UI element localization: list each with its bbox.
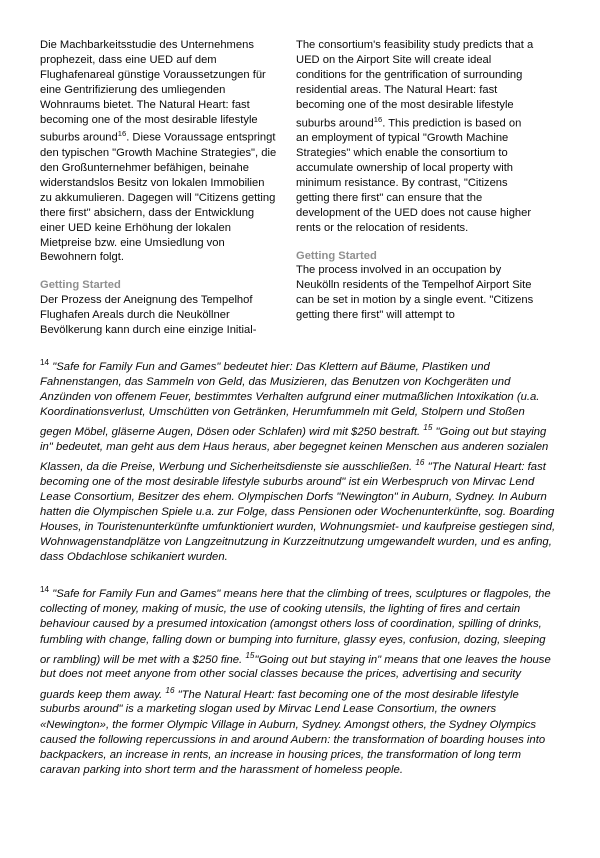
footnote-marker-16-de: 16 <box>415 458 425 468</box>
heading-getting-started-de: Getting Started <box>40 279 121 292</box>
paragraph-german-1 <box>40 38 278 265</box>
footnote-marker-15-en: 15 <box>245 650 255 660</box>
footnote-marker-14-de: 14 <box>40 357 50 367</box>
footnote-15-en-text: "Going out but staying in" means that one leaves the house but does not meet anyone from other social classes because the prices, advertising and security guards keep them away. <box>40 653 551 701</box>
paragraph-german-1-text: Die Machbarkeitsstudie des Unternehmens prophezeit, dass eine UED auf dem Flughafenareal günstige Voraussetzungen für eine Gentrifizierung des umliegenden Wohnraums bietet. The Natural Heart: fast becoming one of the most desirable lifestyle suburbs around <box>40 39 266 145</box>
paragraph-german-2: Der Prozess der Aneignung des Tempelhof Flughafen Areals durch die Neuköllner Bevölkerung kann durch eine einzige Initial- <box>40 294 257 337</box>
footnote-marker-14-en: 14 <box>40 585 50 595</box>
footnote-ref-16-en: 16 <box>373 114 383 124</box>
paragraph-english-2: The process involved in an occupation by Neukölln residents of the Tempelhof Airport Site can be set in motion by a single event. "Citizens getting there first" will attempt to <box>296 264 534 322</box>
footnote-marker-15-de: 15 <box>423 423 433 433</box>
paragraph-german-1-continued: . Diese Voraussage entspringt den typischen "Growth Machine Strategies", die den Großunternehmer befähigen, beinahe widerstandslos Besitz von lokalen Immobilien zu akkumulieren. Dagegen will "Citizens getting there first" absichern, dass der Entwicklung einer UED keine Erhöhung der lokalen Mietpreise bzw. eine Umsiedlung von Bewohnern folgt. <box>40 132 277 264</box>
column-english <box>296 38 534 323</box>
footnote-15-de-text: "Going out but staying in" bedeutet, man geht aus dem Haus heraus, aber begegnet keinen Menschen aus anderen sozialen Klassen, da die Preise, Werbung und Sicherheitsdienste sie ausschließen. <box>40 425 549 473</box>
paragraph-english-1-continued: . This prediction is based on an employment of typical "Growth Machine Strategies" which enable the consortium to accumulate ownership of local property with minimum resistance. By contrast, "Citizens getting there first" can ensure that the development of the UED does not cause higher rents or the relocation of residents. <box>296 117 532 234</box>
footnote-block-english <box>40 582 556 777</box>
footnote-ref-16-de: 16 <box>117 129 127 139</box>
footnotes-section <box>40 355 556 778</box>
footnote-14-de-text: "Safe for Family Fun and Games" bedeutet hier: Das Klettern auf Bäume, Plastiken und Fahnenstangen, das Sammeln von Geld, das Musizieren, das Benutzen von Kochgeräten und Anzünden von offenem Feuer, bestimmtes Verhalten aufgrund einer mutmaßlichen Intoxikation (u.a. Koordinationsverlust, Umschütten von Getränken, Herumfummeln mit Geld, Stolpern und Stoßen gegen Möbel, gläserne Augen, Dösen oder Schlafen) wird mit $250 bestraft. <box>40 360 540 438</box>
footnote-block-german <box>40 355 556 566</box>
footnote-16-en-text: "The Natural Heart: fast becoming one of the most desirable lifestyle suburbs around" is a marketing slogan used by Mirvac Lend Lease Consortium, the owners «Newington», the former Olympic Village in Auburn, Sydney. Amongst others, the Sydney Olympics caused the following repercussions in and around Aubern: the transformation of boarding houses into backpackers, an increase in rents, an increase in housing prices, the transformation of long term caravan parking into short term and the harassment of homeless people. <box>40 688 546 776</box>
heading-getting-started-en: Getting Started <box>296 249 377 262</box>
footnote-14-en-text: "Safe for Family Fun and Games" means here that the climbing of trees, sculptures or flagpoles, the collecting of money, making of music, the use of cooking utensils, the lighting of fires and certain behaviour caused by a presumed intoxication (amongst others loss of coordination, spilling of drinks, fumbling with change, falling down or bumping into furniture, glassy eyes, confusion, dozing, sleeping or rambling) will be met with a $250 fine. <box>40 588 551 666</box>
footnote-marker-16-en: 16 <box>165 685 175 695</box>
footnote-16-de-text: "The Natural Heart: fast becoming one of the most desirable lifestyle suburbs around" ist ein Werbespruch von Mirvac Lend Lease Consortium, Besitzer des ehem. Olympischen Dorfs "Newington" in Auburn, Sydney. In Auburn hatten die Olympischen Spiele u.a. zur Folge, dass Pensionen oder Wochenunterkünfte, sog. Boarding Houses, in Touristenunterkünfte umfunktioniert wurden, Wohnungsmiet- und kaufpreise gestiegen sind, Wohnwagenstandplätze von Langzeitnutzung in Kurzzeitnutzung umgewandelt wurden, und es anfing, dass Obdachlose schikaniert wurden. <box>40 460 556 564</box>
paragraph-english-1-text: The consortium's feasibility study predicts that a UED on the Airport Site will create ideal conditions for the gentrification of surrounding residential areas. The Natural Heart: fast becoming one of the most desirable lifestyle suburbs around <box>296 39 534 130</box>
paragraph-english-1 <box>296 38 534 236</box>
column-german <box>40 38 278 338</box>
two-column-body <box>40 38 556 338</box>
